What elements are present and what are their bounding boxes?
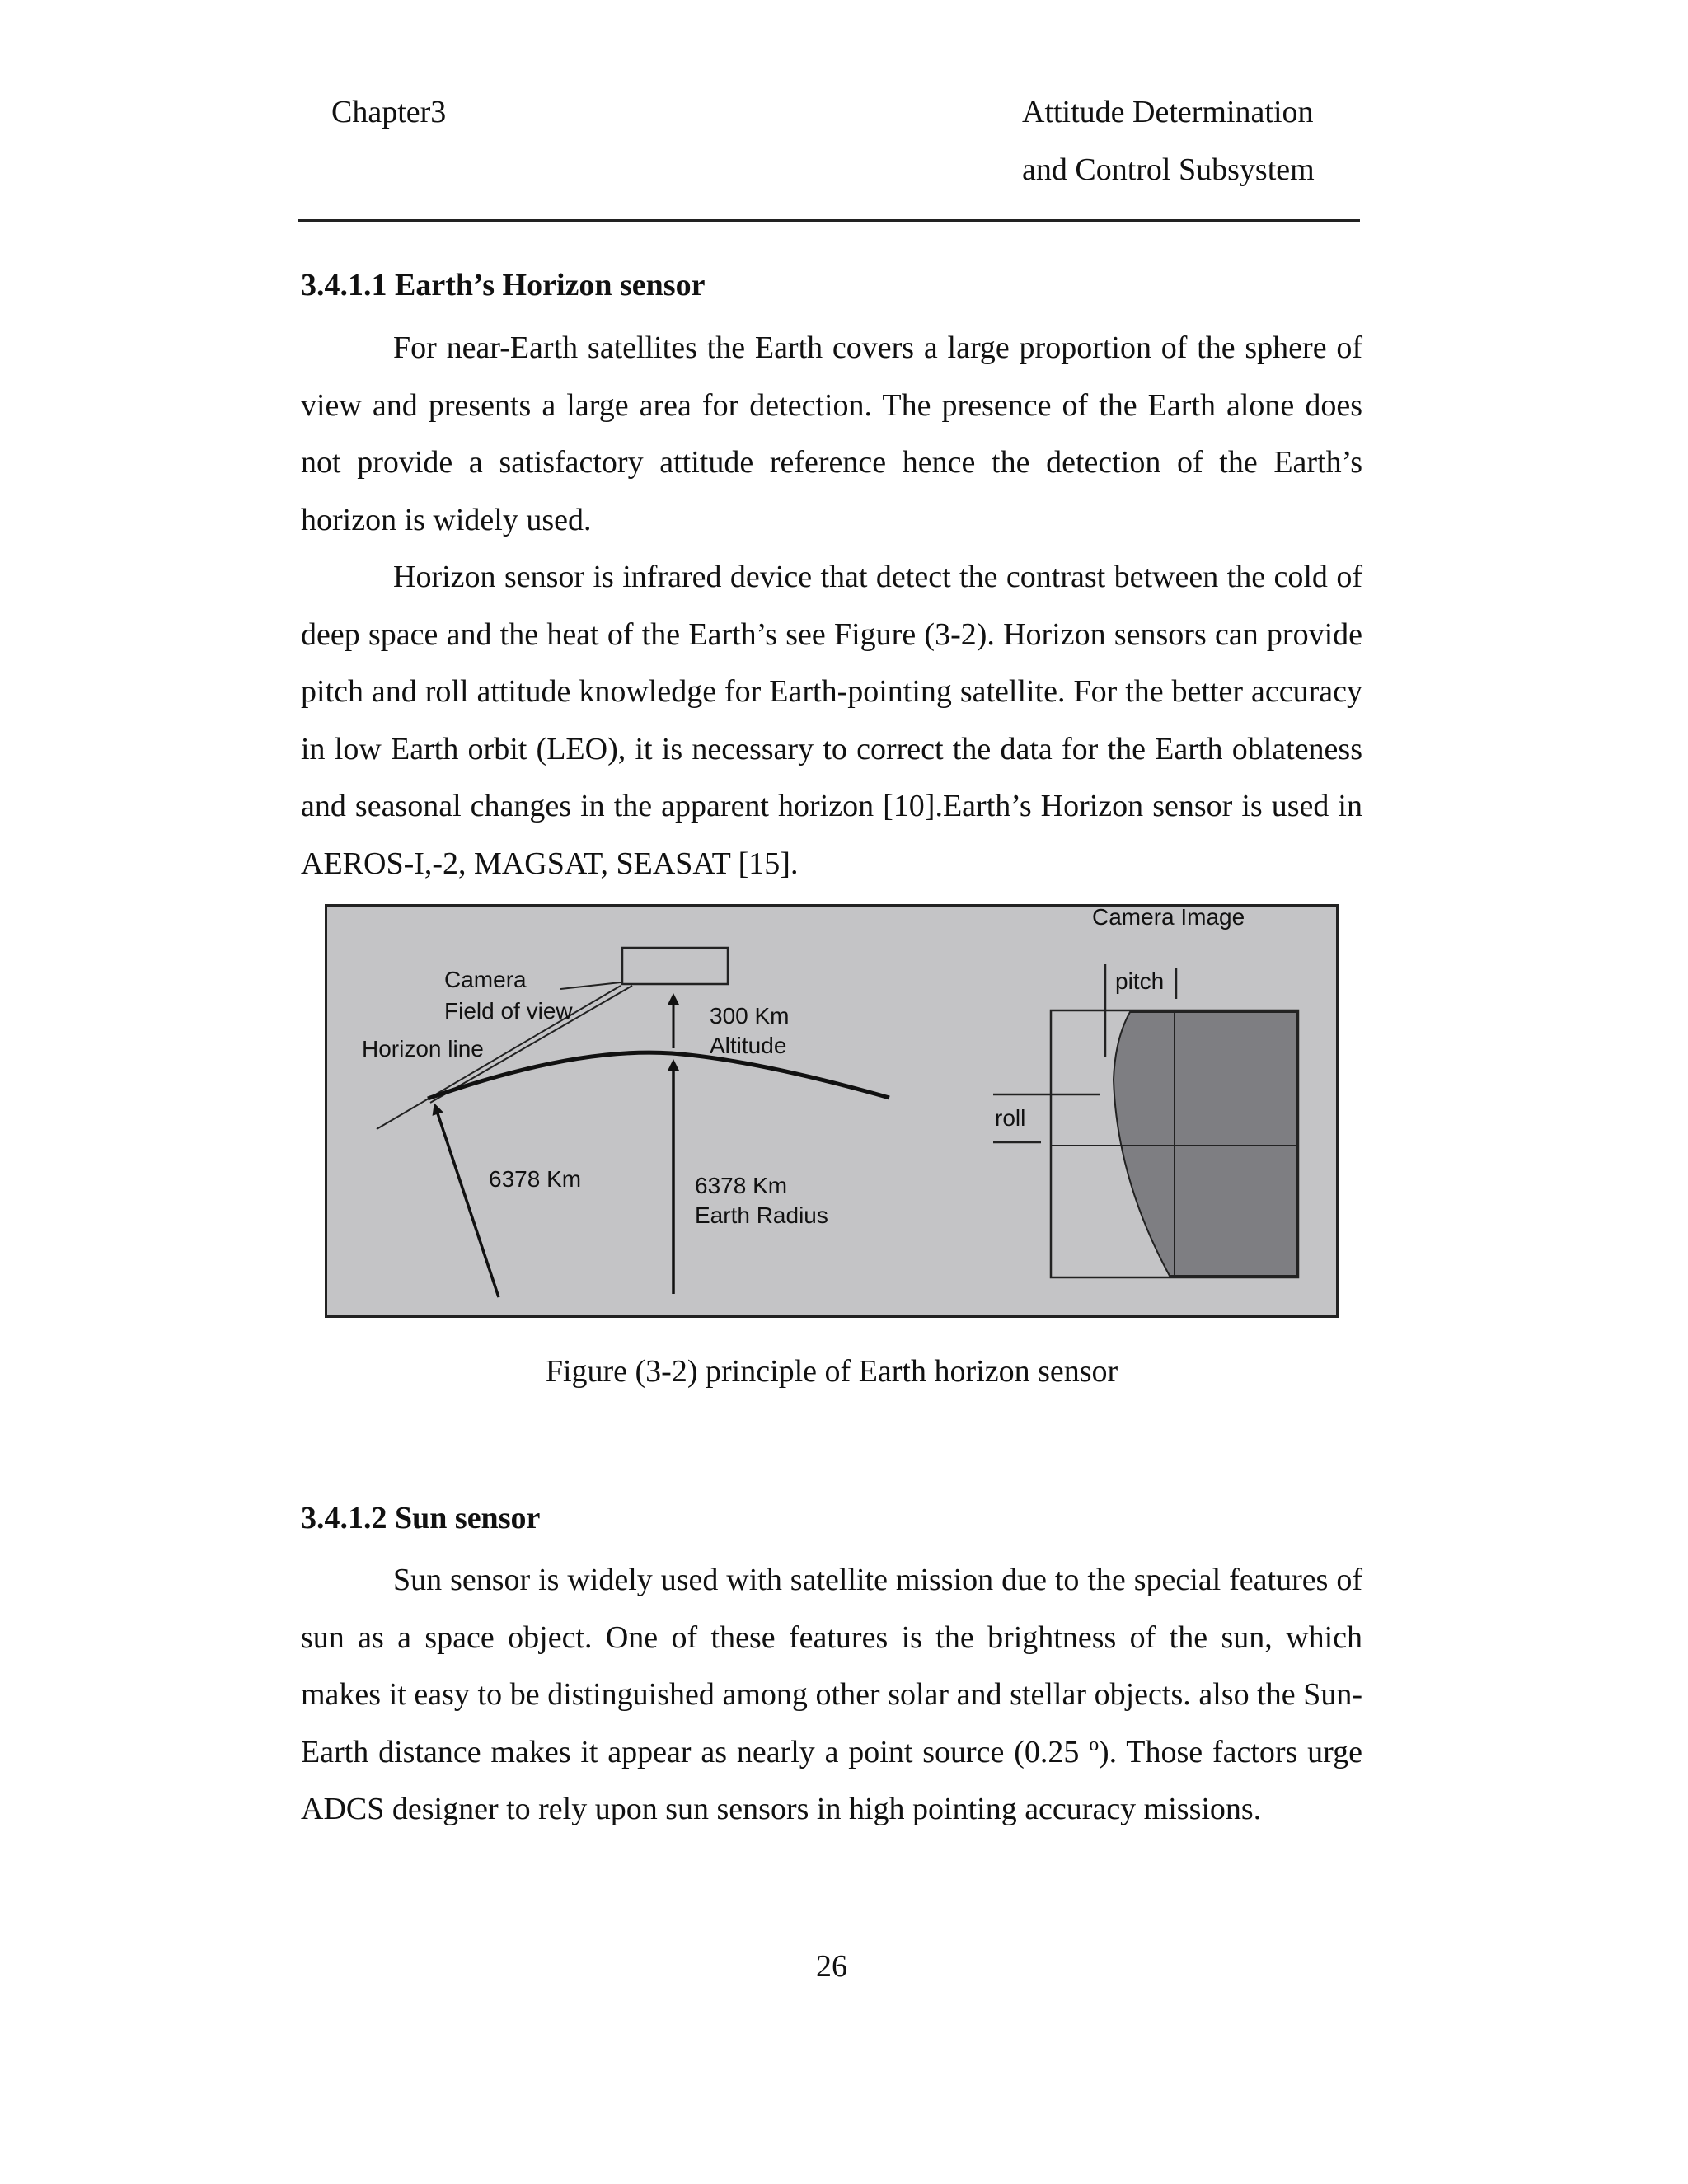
label-roll: roll bbox=[995, 1105, 1026, 1131]
radius-arrow-left bbox=[436, 1108, 499, 1297]
running-header-title-line2: and Control Subsystem bbox=[1022, 152, 1315, 187]
label-earth-radius: Earth Radius bbox=[695, 1202, 828, 1228]
running-header-title bbox=[1022, 83, 1335, 199]
paragraph-sun-sensor: Sun sensor is widely used with satellite mission due to the special features of sun as a space object. One of these features is the brightness of the sun, which makes it easy to be distinguished among other solar and stellar objects. also the Sun-Earth distance makes it appear as nearly a point source (0.25 º). Those factors urge ADCS designer to rely upon sun sensors in high pointing accuracy missions. bbox=[301, 1563, 1362, 1826]
label-field-of-view: Field of view bbox=[444, 998, 573, 1024]
label-pitch: pitch bbox=[1115, 968, 1165, 994]
label-camera-image: Camera Image bbox=[1092, 907, 1245, 930]
page-number: 26 bbox=[816, 1949, 847, 1984]
header-rule bbox=[298, 219, 1360, 222]
running-header-title-line1: Attitude Determination bbox=[1022, 95, 1314, 129]
label-altitude-value: 300 Km bbox=[710, 1003, 790, 1029]
running-header-chapter: Chapter3 bbox=[331, 95, 447, 129]
section-heading-horizon-sensor: 3.4.1.1 Earth’s Horizon sensor bbox=[301, 268, 706, 302]
label-altitude: Altitude bbox=[710, 1033, 787, 1058]
label-camera: Camera bbox=[444, 967, 527, 992]
figure-horizon-sensor bbox=[325, 904, 1339, 1318]
camera-box bbox=[622, 948, 728, 984]
figure-caption: Figure (3-2) principle of Earth horizon sensor bbox=[545, 1354, 1118, 1389]
label-radius-left: 6378 Km bbox=[489, 1166, 582, 1192]
field-of-view-line-upper bbox=[560, 982, 621, 989]
paragraph-horizon-intro: For near-Earth satellites the Earth covers a large proportion of the sphere of view and presents a large area for detection. The presence of the Earth alone does not provide a satisfactory attitude reference hence the detection of the Earth’s horizon is widely used. bbox=[301, 330, 1362, 537]
label-horizon-line: Horizon line bbox=[362, 1036, 484, 1062]
label-radius-value: 6378 Km bbox=[695, 1173, 788, 1198]
earth-horizon-curve bbox=[428, 1052, 889, 1099]
paragraph-horizon-details: Horizon sensor is infrared device that detect the contrast between the cold of deep space and the heat of the Earth’s see Figure (3-2). Horizon sensors can provide pitch and roll attitude knowledge for Earth-pointing satellite. For the better accuracy in low Earth orbit (LEO), it is necessary to correct the data for the Earth oblateness and seasonal changes in the apparent horizon [10].Earth’s Horizon sensor is used in AEROS-I,-2, MAGSAT, SEASAT [15]. bbox=[301, 560, 1362, 881]
section-heading-sun-sensor: 3.4.1.2 Sun sensor bbox=[301, 1501, 541, 1535]
figure-horizon-sensor-diagram bbox=[327, 907, 1336, 1315]
earth-disk-in-image bbox=[1114, 1012, 1296, 1276]
